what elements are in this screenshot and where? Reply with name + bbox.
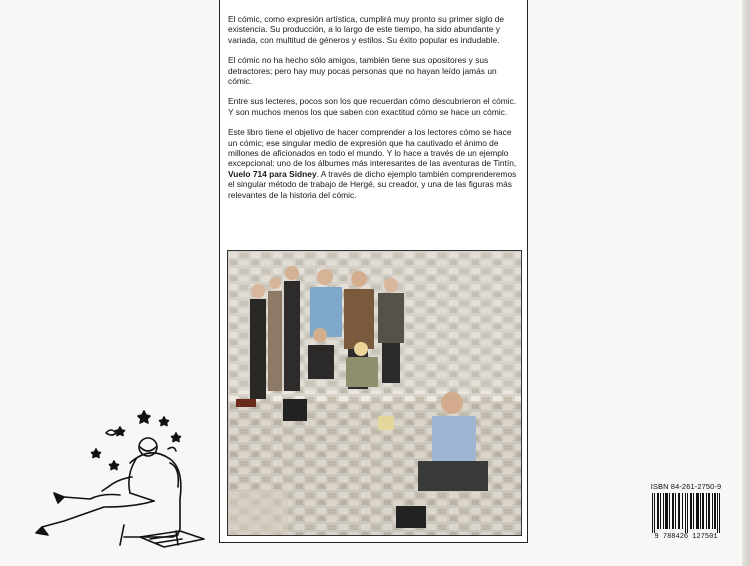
paragraph-2: El cómic no ha hecho sólo amigos, también tiene sus opositores y sus detractores; pero hay muy pocas personas que no hayan leído jamás un cómic. (228, 55, 497, 87)
paragraph-4-part2: . A través de dicho ejemplo también comprenderemos el singular método de trabajo de Hergé, su creador, y una de las figuras más relevantes de la historia del cómic. (228, 168, 517, 200)
tintin-haddock-cartoon-icon (20, 403, 220, 553)
text-panel (219, 0, 528, 543)
barcode-icon (652, 493, 720, 533)
isbn-label: ISBN 84-261-2750-9 (650, 482, 722, 491)
paragraph-4-part1: Este libro tiene el objetivo de hacer comprender a los lectores cómo se hace un cómic; ese singular medio de expresión que ha cautivado el ánimo de millones de aficionados en todo el mundo. Y lo hace a través de un ejemplo excepcional: uno de los álbumes más interesantes de las aventuras de Tintín, (228, 127, 517, 169)
spine-edge (742, 0, 750, 566)
paragraph-1: El cómic, como expresión artística, cumplirá muy pronto su primer siglo de existencia. Su producción, a lo largo de este tiempo, ha sido abundante y variada, con multitud de géneros y estilos. Su éxito popular es indudable. (228, 14, 505, 45)
studio-photo (227, 250, 522, 536)
paragraph-3: Entre sus lecteres, pocos son los que recuerdan cómo descubrieron el cómic. Y son muchos menos los que saben con exactitud cómo se hace un cómic. (228, 96, 517, 117)
paragraph-4 (228, 127, 520, 200)
description-text (228, 14, 520, 210)
album-title: Vuelo 714 para Sidney (228, 168, 317, 179)
barcode-number: 9 788426 127501 (654, 533, 718, 541)
barcode-area (649, 482, 723, 544)
